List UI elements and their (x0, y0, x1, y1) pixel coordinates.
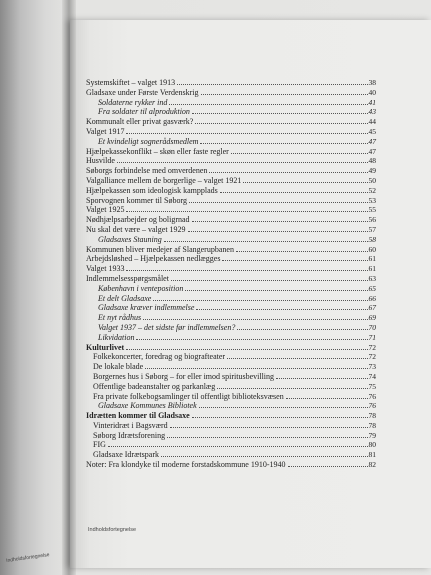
toc-page-number: 52 (368, 185, 376, 195)
left-page-corner-label: Indholdsfortegnelse (5, 551, 50, 565)
toc-page-number: 81 (368, 450, 376, 460)
toc-page-number: 43 (368, 107, 376, 117)
toc-page-number: 76 (368, 401, 376, 411)
toc-entry-title: De lokale blade (93, 362, 144, 372)
toc-entry (86, 88, 376, 98)
toc-entry-title: Vinteridræt i Bagsværd (93, 420, 168, 430)
toc-entry-title: Borgernes hus i Søborg – for eller imod spiritusbevilling (93, 371, 275, 381)
toc-entry (86, 440, 376, 450)
toc-entry-title: Et delt Gladsaxe (98, 293, 152, 303)
toc-entry (86, 362, 376, 372)
toc-entry-title: Nu skal det være – valget 1929 (86, 224, 186, 234)
toc-entry (86, 107, 376, 117)
toc-entry-title: Kulturlivet (86, 342, 125, 352)
toc-page-number: 49 (368, 166, 376, 176)
toc-entry (86, 382, 376, 392)
toc-entry (86, 431, 376, 441)
dot-leader (227, 358, 367, 359)
toc-entry-title: Et kvindeligt sognerådsmedlem (98, 136, 199, 146)
toc-page-number: 82 (368, 460, 376, 470)
toc-entry-title: Gladsaxes Stauning (98, 234, 162, 244)
toc-entry-title: København i venteposition (98, 283, 184, 293)
toc-page-number: 38 (368, 78, 376, 87)
toc-entry-title: Valgalliance mellem de borgerlige – valget 1921 (86, 175, 242, 185)
toc-entry-title: Gladsaxe Kommunes Bibliotek (98, 401, 197, 411)
toc-entry-title: Søborg Idrætsforening (93, 430, 166, 440)
toc-entry (86, 392, 376, 402)
toc-page-number: 78 (368, 411, 376, 421)
toc-entry (86, 245, 376, 255)
toc-entry (86, 127, 376, 137)
toc-section-heading (86, 411, 376, 421)
dot-leader (196, 309, 367, 310)
toc-entry (86, 323, 376, 333)
toc-page-number: 58 (368, 234, 376, 244)
toc-section-heading (86, 343, 376, 353)
dot-leader (192, 221, 368, 222)
toc-page-number: 79 (368, 430, 376, 440)
toc-entry-title: Gladsaxe kræver indlemmelse (98, 303, 195, 313)
dot-leader (220, 192, 368, 193)
dot-leader (169, 104, 367, 105)
toc-entry-title: Folkekoncerter, foredrag og biografteater (93, 352, 226, 362)
toc-page-number: 75 (368, 381, 376, 391)
toc-entry-title: Noter: Fra klondyke til moderne forstadskommune 1910-1940 (86, 460, 286, 470)
dot-leader (189, 202, 368, 203)
toc-entry (86, 166, 376, 176)
toc-page-number: 41 (368, 97, 376, 107)
toc-entry (86, 333, 376, 343)
book-gutter (62, 0, 76, 575)
dot-leader (276, 378, 367, 379)
toc-page-number: 45 (368, 126, 376, 136)
toc-page-number: 72 (368, 352, 376, 362)
toc-entry-title: Valget 1933 (86, 264, 125, 274)
page-footer-label: Indholdsfortegnelse (88, 527, 137, 533)
toc-entry-title: Sporvognen kommer til Søborg (86, 195, 187, 205)
toc-page-number: 57 (368, 224, 376, 234)
toc-entry (86, 421, 376, 431)
toc-entry-title: Søborgs forbindelse med omverdenen (86, 166, 208, 176)
dot-leader (108, 446, 368, 447)
toc-entry-title: Arbejdsløshed – Hjælpekassen nedlægges (86, 254, 221, 264)
toc-page-number: 72 (368, 342, 376, 352)
toc-page-number: 61 (368, 264, 376, 274)
toc-page-number: 80 (368, 440, 376, 450)
toc-entry (86, 284, 376, 294)
toc-entry-title: FIG (93, 440, 106, 450)
toc-entry (86, 401, 376, 411)
toc-entry (86, 176, 376, 186)
dot-leader (177, 84, 367, 85)
dot-leader (170, 427, 368, 428)
toc-entry-title: Kommunen bliver medejer af Slangerupbanen (86, 244, 234, 254)
toc-entry (86, 205, 376, 215)
dot-leader (192, 417, 368, 418)
dot-leader (222, 260, 367, 261)
toc-page-number: 73 (368, 362, 376, 372)
dot-leader (288, 466, 368, 467)
toc-page-number: 55 (368, 205, 376, 215)
dot-leader (200, 143, 367, 144)
dot-leader (126, 133, 367, 134)
toc-entry (86, 196, 376, 206)
dot-leader (153, 300, 367, 301)
toc-entry (86, 313, 376, 323)
toc-entry-title: Et nyt rådhus (98, 313, 142, 323)
toc-entry-title: Valget 1925 (86, 205, 125, 215)
toc-page-number: 63 (368, 273, 376, 283)
toc-entry-title: Hjælpekassekonflikt – skøn eller faste regler (86, 146, 229, 156)
toc-page-number: 69 (368, 313, 376, 323)
toc-page-number: 61 (368, 254, 376, 264)
toc-entry-title: Gladsaxe under Første Verdenskrig (86, 87, 199, 97)
toc-page-number: 70 (368, 322, 376, 332)
toc-entry (86, 98, 376, 108)
toc-entry-title: Kommunalt eller privat gasværk? (86, 117, 194, 127)
toc-entry-title: Fra soldater til alproduktion (98, 107, 190, 117)
toc-entry-title: Nødhjælpsarbejder og boligrnad (86, 215, 190, 225)
toc-entry (86, 450, 376, 460)
toc-entry (86, 303, 376, 313)
toc-entry (86, 215, 376, 225)
dot-leader (167, 437, 367, 438)
dot-leader (145, 368, 367, 369)
toc-entry (86, 352, 376, 362)
toc-entry (86, 156, 376, 166)
toc-page-number: 76 (368, 391, 376, 401)
toc-page-number: 71 (368, 332, 376, 342)
dot-leader (171, 280, 368, 281)
toc-entry-title: Gladsaxe Idrætspark (93, 450, 159, 460)
toc-page-number: 60 (368, 244, 376, 254)
toc-page-number: 48 (368, 156, 376, 166)
toc-entry-title: Fra private folkebogsamlinger til offentligt biblioteksvæsen (93, 391, 284, 401)
dot-leader (185, 290, 367, 291)
toc-entry-title: Valget 1917 (86, 126, 125, 136)
toc-entry (86, 264, 376, 274)
toc-entry (86, 78, 376, 88)
toc-entry-title: Hjælpekassen som ideologisk kampplads (86, 185, 218, 195)
toc-entry-title: Likvidation (98, 332, 135, 342)
dot-leader (188, 231, 368, 232)
dot-leader (195, 123, 367, 124)
toc-page-number: 65 (368, 283, 376, 293)
toc-entry-title: Idrætten kommer til Gladsaxe (86, 411, 190, 421)
table-of-contents (86, 78, 376, 470)
toc-entry (86, 117, 376, 127)
toc-entry (86, 254, 376, 264)
dot-leader (126, 349, 367, 350)
dot-leader (126, 211, 367, 212)
toc-entry-title: Systemskiftet – valget 1913 (86, 78, 176, 87)
dot-leader (199, 407, 368, 408)
dot-leader (237, 329, 367, 330)
toc-entry (86, 294, 376, 304)
toc-entry (86, 186, 376, 196)
dot-leader (231, 153, 368, 154)
dot-leader (126, 270, 367, 271)
toc-entry-title: Indlemmelsesspørgsmålet (86, 273, 169, 283)
dot-leader (236, 251, 368, 252)
dot-leader (117, 162, 368, 163)
toc-page-number: 74 (368, 371, 376, 381)
dot-leader (161, 456, 368, 457)
dot-leader (136, 339, 367, 340)
toc-entry (86, 274, 376, 284)
dot-leader (217, 388, 367, 389)
toc-page-number: 44 (368, 117, 376, 127)
toc-page-number: 53 (368, 195, 376, 205)
toc-entry-title: Offentlige badeanstalter og parkanlæg (93, 381, 216, 391)
toc-page-number: 47 (368, 136, 376, 146)
toc-entry-title: Valget 1937 – det sidste før indlemmelsen? (98, 322, 236, 332)
toc-page-number: 66 (368, 293, 376, 303)
toc-entry-title: Husvilde (86, 156, 115, 166)
dot-leader (243, 182, 367, 183)
toc-page-number: 56 (368, 215, 376, 225)
toc-page-number: 47 (368, 146, 376, 156)
dot-leader (192, 113, 368, 114)
toc-entry (86, 147, 376, 157)
dot-leader (209, 172, 367, 173)
toc-page-number: 78 (368, 420, 376, 430)
toc-entry (86, 225, 376, 235)
dot-leader (143, 319, 367, 320)
toc-entry (86, 372, 376, 382)
toc-page-number: 67 (368, 303, 376, 313)
dot-leader (201, 94, 368, 95)
toc-page-number: 40 (368, 87, 376, 97)
toc-page-number: 50 (368, 175, 376, 185)
toc-entry (86, 235, 376, 245)
toc-entry (86, 137, 376, 147)
dot-leader (286, 398, 368, 399)
dot-leader (164, 241, 368, 242)
toc-entry-title: Soldaterne rykker ind (98, 97, 168, 107)
toc-entry (86, 460, 376, 470)
